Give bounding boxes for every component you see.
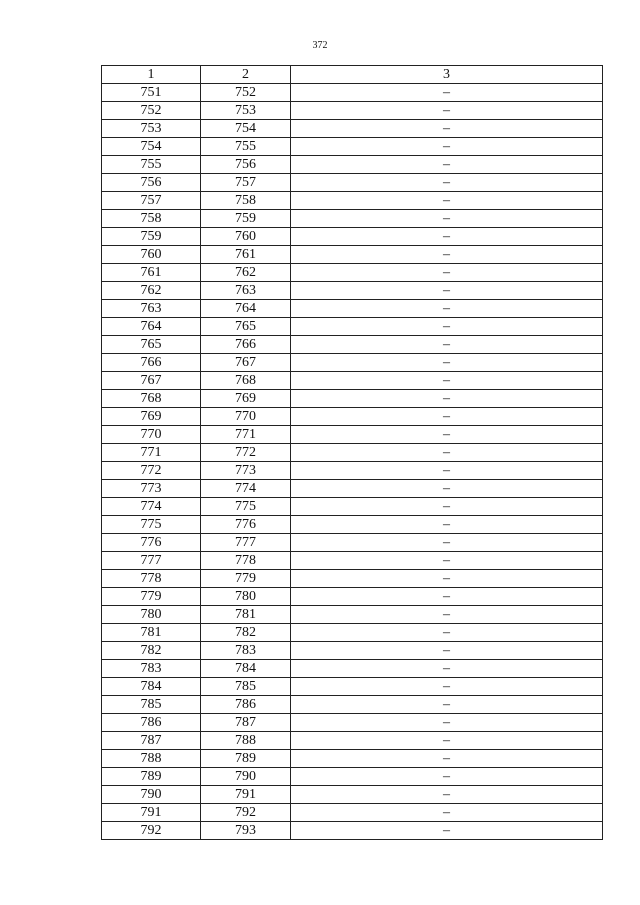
table-cell-col-2: 769: [201, 390, 291, 408]
table-row: [102, 102, 603, 120]
table-cell-col-3: –: [291, 408, 603, 426]
table-cell-col-1: 757: [102, 192, 201, 210]
table-cell-col-3: –: [291, 804, 603, 822]
table-row: [102, 246, 603, 264]
table-cell-col-3: –: [291, 534, 603, 552]
table-cell-col-3: –: [291, 228, 603, 246]
table-row: [102, 534, 603, 552]
table-cell-col-2: 785: [201, 678, 291, 696]
table-cell-col-1: 768: [102, 390, 201, 408]
table-cell-col-2: 786: [201, 696, 291, 714]
table-cell-col-1: 752: [102, 102, 201, 120]
table-cell-col-1: 767: [102, 372, 201, 390]
table-cell-col-1: 785: [102, 696, 201, 714]
table-row: [102, 210, 603, 228]
table-cell-col-2: 790: [201, 768, 291, 786]
table-row: [102, 372, 603, 390]
table-cell-col-3: –: [291, 606, 603, 624]
table-cell-col-2: 781: [201, 606, 291, 624]
table-cell-col-1: 754: [102, 138, 201, 156]
table-row: [102, 84, 603, 102]
table-cell-col-1: 787: [102, 732, 201, 750]
table-cell-col-1: 781: [102, 624, 201, 642]
table-row: [102, 750, 603, 768]
table-cell-col-1: 764: [102, 318, 201, 336]
table-body: [102, 84, 603, 840]
table-row: [102, 624, 603, 642]
table-cell-col-3: –: [291, 174, 603, 192]
table-row: [102, 174, 603, 192]
table-cell-col-3: –: [291, 444, 603, 462]
table-row: [102, 120, 603, 138]
table-row: [102, 462, 603, 480]
table-row: [102, 516, 603, 534]
table-row: [102, 354, 603, 372]
table-cell-col-2: 773: [201, 462, 291, 480]
table-cell-col-2: 780: [201, 588, 291, 606]
table-cell-col-2: 755: [201, 138, 291, 156]
table-cell-col-3: –: [291, 426, 603, 444]
table-row: [102, 426, 603, 444]
table-row: [102, 192, 603, 210]
table-cell-col-2: 764: [201, 300, 291, 318]
table-cell-col-1: 791: [102, 804, 201, 822]
table-row: [102, 804, 603, 822]
table-cell-col-3: –: [291, 84, 603, 102]
table-cell-col-1: 759: [102, 228, 201, 246]
table-row: [102, 642, 603, 660]
table-cell-col-3: –: [291, 642, 603, 660]
table-cell-col-2: 760: [201, 228, 291, 246]
table-row: [102, 318, 603, 336]
table-cell-col-2: 783: [201, 642, 291, 660]
table-cell-col-1: 758: [102, 210, 201, 228]
table-row: [102, 480, 603, 498]
table-cell-col-3: –: [291, 786, 603, 804]
table-cell-col-2: 789: [201, 750, 291, 768]
table-cell-col-1: 765: [102, 336, 201, 354]
table-cell-col-2: 752: [201, 84, 291, 102]
table-row: [102, 606, 603, 624]
table-cell-col-1: 779: [102, 588, 201, 606]
table-cell-col-1: 775: [102, 516, 201, 534]
column-header-3: 3: [291, 66, 603, 84]
table-row: [102, 390, 603, 408]
table-cell-col-1: 771: [102, 444, 201, 462]
page-number: 372: [312, 40, 328, 51]
table-cell-col-1: 780: [102, 606, 201, 624]
table-cell-col-3: –: [291, 714, 603, 732]
table-cell-col-3: –: [291, 732, 603, 750]
table-cell-col-3: –: [291, 210, 603, 228]
table-cell-col-2: 779: [201, 570, 291, 588]
table-row: [102, 570, 603, 588]
table-cell-col-1: 769: [102, 408, 201, 426]
table-cell-col-3: –: [291, 552, 603, 570]
table-cell-col-3: –: [291, 498, 603, 516]
table-row: [102, 498, 603, 516]
table-cell-col-2: 758: [201, 192, 291, 210]
table-cell-col-3: –: [291, 192, 603, 210]
table-row: [102, 300, 603, 318]
table-cell-col-2: 757: [201, 174, 291, 192]
table-cell-col-3: –: [291, 768, 603, 786]
table-cell-col-1: 753: [102, 120, 201, 138]
table-cell-col-1: 751: [102, 84, 201, 102]
table-cell-col-2: 778: [201, 552, 291, 570]
table-cell-col-3: –: [291, 102, 603, 120]
table-cell-col-3: –: [291, 372, 603, 390]
table-cell-col-3: –: [291, 336, 603, 354]
table-cell-col-2: 767: [201, 354, 291, 372]
table-cell-col-3: –: [291, 678, 603, 696]
table-row: [102, 732, 603, 750]
table-row: [102, 768, 603, 786]
column-header-1: 1: [102, 66, 201, 84]
table-row: [102, 552, 603, 570]
table-row: [102, 282, 603, 300]
table-cell-col-1: 774: [102, 498, 201, 516]
table-cell-col-3: –: [291, 138, 603, 156]
table-cell-col-2: 772: [201, 444, 291, 462]
table-cell-col-1: 789: [102, 768, 201, 786]
table-cell-col-1: 786: [102, 714, 201, 732]
table-cell-col-1: 761: [102, 264, 201, 282]
table-cell-col-1: 760: [102, 246, 201, 264]
table-row: [102, 660, 603, 678]
table-cell-col-3: –: [291, 588, 603, 606]
table-cell-col-2: 765: [201, 318, 291, 336]
table-cell-col-3: –: [291, 300, 603, 318]
table-cell-col-3: –: [291, 282, 603, 300]
table-cell-col-2: 754: [201, 120, 291, 138]
table-cell-col-2: 775: [201, 498, 291, 516]
table-cell-col-2: 787: [201, 714, 291, 732]
table-cell-col-2: 756: [201, 156, 291, 174]
table-cell-col-2: 782: [201, 624, 291, 642]
table-cell-col-1: 762: [102, 282, 201, 300]
table-cell-col-3: –: [291, 750, 603, 768]
table-row: [102, 714, 603, 732]
table-cell-col-1: 776: [102, 534, 201, 552]
table-cell-col-1: 790: [102, 786, 201, 804]
table-cell-col-2: 776: [201, 516, 291, 534]
table-row: [102, 444, 603, 462]
table-row: [102, 696, 603, 714]
table-cell-col-1: 770: [102, 426, 201, 444]
table-cell-col-1: 788: [102, 750, 201, 768]
table-row: [102, 336, 603, 354]
table-cell-col-3: –: [291, 354, 603, 372]
table-cell-col-3: –: [291, 462, 603, 480]
table-row: [102, 822, 603, 840]
table-cell-col-2: 774: [201, 480, 291, 498]
table-cell-col-1: 777: [102, 552, 201, 570]
table-cell-col-2: 791: [201, 786, 291, 804]
table-cell-col-2: 788: [201, 732, 291, 750]
table-cell-col-2: 762: [201, 264, 291, 282]
table-cell-col-3: –: [291, 480, 603, 498]
table-cell-col-2: 768: [201, 372, 291, 390]
table-cell-col-2: 771: [201, 426, 291, 444]
table-cell-col-2: 763: [201, 282, 291, 300]
table-cell-col-1: 782: [102, 642, 201, 660]
table-cell-col-3: –: [291, 390, 603, 408]
table-cell-col-1: 766: [102, 354, 201, 372]
column-header-2: 2: [201, 66, 291, 84]
table-cell-col-3: –: [291, 318, 603, 336]
table-cell-col-3: –: [291, 624, 603, 642]
table-cell-col-1: 763: [102, 300, 201, 318]
table-cell-col-3: –: [291, 246, 603, 264]
table-cell-col-3: –: [291, 660, 603, 678]
table-cell-col-3: –: [291, 264, 603, 282]
table-cell-col-1: 772: [102, 462, 201, 480]
table-cell-col-2: 793: [201, 822, 291, 840]
table-cell-col-1: 756: [102, 174, 201, 192]
table-row: [102, 228, 603, 246]
table-cell-col-3: –: [291, 696, 603, 714]
table-cell-col-1: 778: [102, 570, 201, 588]
table-cell-col-1: 755: [102, 156, 201, 174]
table-cell-col-3: –: [291, 516, 603, 534]
table-cell-col-2: 792: [201, 804, 291, 822]
table-cell-col-2: 777: [201, 534, 291, 552]
table-cell-col-2: 770: [201, 408, 291, 426]
table-row: [102, 138, 603, 156]
table-row: [102, 264, 603, 282]
table-cell-col-1: 792: [102, 822, 201, 840]
table-row: [102, 786, 603, 804]
table-cell-col-3: –: [291, 156, 603, 174]
table-cell-col-2: 784: [201, 660, 291, 678]
table-header-row: [102, 66, 603, 84]
table-cell-col-3: –: [291, 822, 603, 840]
table-row: [102, 408, 603, 426]
table-row: [102, 588, 603, 606]
table-cell-col-3: –: [291, 120, 603, 138]
table-cell-col-2: 761: [201, 246, 291, 264]
table-cell-col-3: –: [291, 570, 603, 588]
table-cell-col-1: 783: [102, 660, 201, 678]
table-cell-col-2: 759: [201, 210, 291, 228]
table-cell-col-2: 766: [201, 336, 291, 354]
table-row: [102, 678, 603, 696]
table-cell-col-1: 773: [102, 480, 201, 498]
table-cell-col-2: 753: [201, 102, 291, 120]
table-cell-col-1: 784: [102, 678, 201, 696]
table-row: [102, 156, 603, 174]
data-table: [101, 65, 603, 840]
